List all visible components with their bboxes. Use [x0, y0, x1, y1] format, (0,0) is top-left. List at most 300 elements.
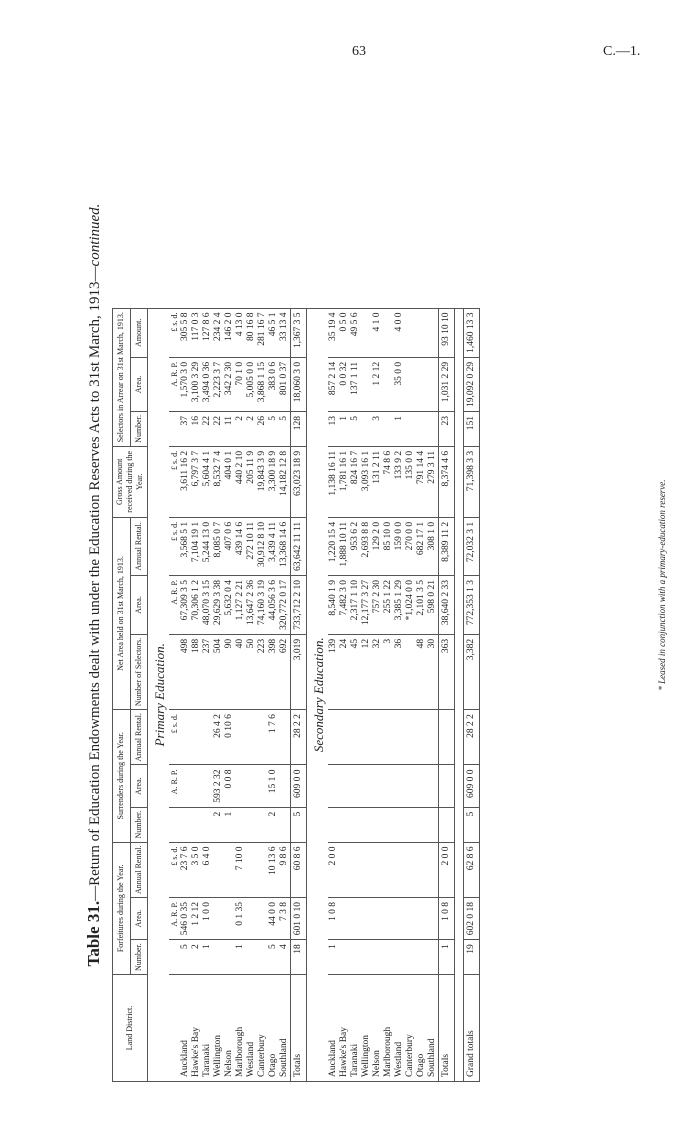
cell-arrear-amount: 4 13 0: [235, 308, 246, 357]
cell-land-district: Totals: [439, 975, 455, 1082]
cell-forfeit-number: 18: [291, 940, 307, 975]
cell-land-district: Auckland: [180, 975, 191, 1082]
cell-arrear-number: 26: [257, 412, 268, 447]
rotated-table-page: [82, 80, 682, 1090]
cell-forfeit-area: 1 0 8: [328, 897, 339, 939]
table-label: Table 31.: [84, 900, 103, 967]
cell-arrear-amount: 80 16 8: [246, 308, 257, 357]
cell-gross-amount: 279 3 11: [427, 446, 439, 517]
cell-arrear-number: 1: [394, 412, 405, 447]
cell-surrender-rental: [246, 710, 257, 765]
cell-selectors: 40: [235, 634, 246, 709]
cell-surrender-area: 609 0 0: [464, 765, 480, 807]
header-net-area: Area.: [130, 575, 148, 634]
cell-surrender-area: [202, 765, 213, 807]
cell-gross-amount: 3,300 18 9: [268, 446, 279, 517]
cell-forfeit-rental: [427, 842, 439, 897]
cell-forfeit-area: [339, 897, 350, 939]
cell-forfeit-number: [416, 940, 427, 975]
cell-arrear-area: 383 0 6: [268, 357, 279, 411]
cell-surrender-number: [439, 807, 455, 842]
cell-net-area: 29,629 3 38: [213, 575, 224, 634]
cell-net-rental: 407 0 6: [224, 517, 235, 575]
section-heading-row: [148, 308, 170, 1081]
cell-arrear-area: 1,031 2 29: [439, 357, 455, 411]
cell-arrear-number: [427, 412, 439, 447]
cell-forfeit-area: [246, 897, 257, 939]
cell-surrender-rental: [339, 710, 350, 765]
section-heading: Secondary Education.: [307, 308, 329, 1081]
unit-label: A. R. P.: [169, 575, 180, 634]
cell-net-area: 255 1 22: [383, 575, 394, 634]
cell-forfeit-rental: 23 7 6: [180, 842, 191, 897]
cell-forfeit-number: 1: [328, 940, 339, 975]
header-forfeitures: Forfeitures during the Year.: [113, 842, 131, 974]
cell-surrender-number: [372, 807, 383, 842]
cell-net-area: 772,353 1 3: [464, 575, 480, 634]
cell-arrear-amount: 49 5 6: [350, 308, 361, 357]
cell-net-area: 2,317 1 10: [350, 575, 361, 634]
table-row: [383, 308, 394, 1081]
cell-surrender-rental: [257, 710, 268, 765]
cell-land-district: Nelson: [372, 975, 383, 1082]
cell-surrender-area: [180, 765, 191, 807]
cell-arrear-number: [416, 412, 427, 447]
cell-arrear-amount: [416, 308, 427, 357]
cell-gross-amount: 1,781 16 1: [339, 446, 350, 517]
cell-gross-amount: 5,604 4 1: [202, 446, 213, 517]
spacer-row: [455, 308, 464, 1081]
cell-surrender-number: [279, 807, 291, 842]
cell-forfeit-area: 1 2 12: [191, 897, 202, 939]
cell-net-rental: 953 6 2: [350, 517, 361, 575]
cell-land-district: Canterbury: [257, 975, 268, 1082]
cell-gross-amount: 791 14 4: [416, 446, 427, 517]
cell-forfeit-rental: [350, 842, 361, 897]
cell-surrender-rental: [383, 710, 394, 765]
cell-surrender-number: [202, 807, 213, 842]
cell-arrear-number: 16: [191, 412, 202, 447]
table-row: [394, 308, 405, 1081]
unit-label: A. R. P.: [169, 897, 180, 939]
totals-row: [439, 308, 455, 1081]
cell-surrender-area: [439, 765, 455, 807]
cell-forfeit-rental: [339, 842, 350, 897]
cell-net-rental: 30,912 8 10: [257, 517, 268, 575]
cell-net-rental: 7,104 19 1: [191, 517, 202, 575]
document-reference: C.—1.: [603, 44, 641, 59]
cell-gross-amount: 74 8 6: [383, 446, 394, 517]
cell-selectors: 139: [328, 634, 339, 709]
cell-net-rental: 8,389 11 2: [439, 517, 455, 575]
cell-gross-amount: 8,374 4 6: [439, 446, 455, 517]
table-row: [246, 308, 257, 1081]
table-row: [372, 308, 383, 1081]
cell-net-area: 13,647 2 36: [246, 575, 257, 634]
cell-land-district: Marlborough: [383, 975, 394, 1082]
table-row: [268, 308, 279, 1081]
cell-forfeit-rental: [394, 842, 405, 897]
table-title-text: —Return of Education Endowments dealt with under the Education Reserves Acts to 31st March, 1913—: [87, 266, 103, 901]
table-row: [361, 308, 372, 1081]
cell-arrear-number: 1: [339, 412, 350, 447]
cell-surrender-number: [350, 807, 361, 842]
cell-selectors: 3,019: [291, 634, 307, 709]
cell-surrender-rental: [439, 710, 455, 765]
cell-arrear-amount: [405, 308, 416, 357]
cell-forfeit-rental: [416, 842, 427, 897]
table-row: [213, 308, 224, 1081]
cell-forfeit-rental: [372, 842, 383, 897]
header-gross-amount: Gross Amount received during the Year.: [113, 446, 148, 517]
grand-totals-row: [464, 308, 480, 1081]
cell-forfeit-rental: 60 8 6: [291, 842, 307, 897]
cell-surrender-number: 5: [464, 807, 480, 842]
cell-surrender-rental: 26 4 2: [213, 710, 224, 765]
cell-selectors: 188: [191, 634, 202, 709]
cell-net-area: 7,482 3 0: [339, 575, 350, 634]
cell-surrender-rental: 28 2 2: [464, 710, 480, 765]
cell-arrear-amount: 234 2 4: [213, 308, 224, 357]
cell-surrender-number: [416, 807, 427, 842]
cell-surrender-rental: [279, 710, 291, 765]
cell-surrender-rental: [416, 710, 427, 765]
cell-arrear-area: 137 1 11: [350, 357, 361, 411]
cell-land-district: Totals: [291, 975, 307, 1082]
cell-land-district: Hawke's Bay: [191, 975, 202, 1082]
cell-gross-amount: 824 16 7: [350, 446, 361, 517]
header-forfeit-number: Number.: [130, 940, 148, 975]
cell-land-district: Westland: [394, 975, 405, 1082]
cell-arrear-number: 11: [224, 412, 235, 447]
cell-arrear-amount: 1,367 3 5: [291, 308, 307, 357]
cell-arrear-area: 342 2 30: [224, 357, 235, 411]
cell-arrear-number: 37: [180, 412, 191, 447]
cell-arrear-amount: 33 13 4: [279, 308, 291, 357]
cell-selectors: 24: [339, 634, 350, 709]
cell-land-district: Wellington: [361, 975, 372, 1082]
cell-arrear-number: 128: [291, 412, 307, 447]
cell-surrender-rental: 0 10 6: [224, 710, 235, 765]
cell-surrender-area: [361, 765, 372, 807]
cell-arrear-amount: [383, 308, 394, 357]
cell-arrear-number: 22: [202, 412, 213, 447]
table-row: [328, 308, 339, 1081]
cell-net-area: 48,070 3 15: [202, 575, 213, 634]
cell-forfeit-number: 4: [279, 940, 291, 975]
cell-surrender-area: [394, 765, 405, 807]
cell-forfeit-number: [213, 940, 224, 975]
unit-label: £ s. d.: [169, 308, 180, 357]
cell-arrear-area: 0 0 32: [339, 357, 350, 411]
cell-arrear-amount: 281 16 7: [257, 308, 268, 357]
cell-gross-amount: 1,138 16 11: [328, 446, 339, 517]
cell-gross-amount: 3,611 16 2: [180, 446, 191, 517]
cell-arrear-area: 3,100 3 29: [191, 357, 202, 411]
cell-arrear-amount: 46 5 1: [268, 308, 279, 357]
cell-gross-amount: 404 0 1: [224, 446, 235, 517]
cell-arrear-number: 5: [279, 412, 291, 447]
cell-surrender-area: [427, 765, 439, 807]
cell-surrender-number: [257, 807, 268, 842]
cell-net-area: 733,712 2 10: [291, 575, 307, 634]
cell-surrender-rental: [350, 710, 361, 765]
cell-land-district: Wellington: [213, 975, 224, 1082]
cell-land-district: Westland: [246, 975, 257, 1082]
table-title-continued: continued.: [87, 203, 103, 267]
table-row: [180, 308, 191, 1081]
cell-forfeit-number: 1: [235, 940, 246, 975]
section-heading-row: [307, 308, 329, 1081]
cell-surrender-number: [383, 807, 394, 842]
cell-forfeit-number: 2: [191, 940, 202, 975]
unit-label: [169, 634, 180, 709]
cell-surrender-area: [339, 765, 350, 807]
cell-forfeit-number: [427, 940, 439, 975]
cell-selectors: 36: [394, 634, 405, 709]
cell-forfeit-number: [361, 940, 372, 975]
unit-label: £ s. d.: [169, 446, 180, 517]
header-arrear-area: Area.: [130, 357, 148, 411]
cell-forfeit-number: 1: [202, 940, 213, 975]
header-surrender-rental: Annual Rental.: [130, 710, 148, 765]
cell-net-rental: 270 0 0: [405, 517, 416, 575]
cell-arrear-area: [416, 357, 427, 411]
cell-net-area: 757 2 30: [372, 575, 383, 634]
cell-selectors: 3: [383, 634, 394, 709]
cell-net-rental: 1,220 15 4: [328, 517, 339, 575]
cell-forfeit-number: [224, 940, 235, 975]
cell-selectors: 363: [439, 634, 455, 709]
cell-forfeit-area: [361, 897, 372, 939]
cell-forfeit-area: 602 0 18: [464, 897, 480, 939]
cell-arrear-area: 857 2 14: [328, 357, 339, 411]
cell-surrender-area: [257, 765, 268, 807]
cell-forfeit-rental: [213, 842, 224, 897]
cell-land-district: Southland: [279, 975, 291, 1082]
cell-selectors: 30: [427, 634, 439, 709]
cell-forfeit-area: [350, 897, 361, 939]
cell-forfeit-number: 1: [439, 940, 455, 975]
cell-land-district: Otago: [416, 975, 427, 1082]
cell-net-rental: 308 1 0: [427, 517, 439, 575]
header-number-of-selectors: Number of Selectors.: [130, 634, 148, 709]
cell-surrender-area: [279, 765, 291, 807]
cell-land-district: Canterbury: [405, 975, 416, 1082]
cell-forfeit-area: [383, 897, 394, 939]
cell-arrear-number: 13: [328, 412, 339, 447]
cell-surrender-number: 1: [224, 807, 235, 842]
cell-arrear-number: 151: [464, 412, 480, 447]
cell-forfeit-number: 19: [464, 940, 480, 975]
cell-surrender-rental: [328, 710, 339, 765]
cell-forfeit-area: [394, 897, 405, 939]
cell-arrear-area: [361, 357, 372, 411]
cell-surrender-rental: 1 7 6: [268, 710, 279, 765]
cell-surrender-number: [180, 807, 191, 842]
cell-selectors: 32: [372, 634, 383, 709]
cell-net-rental: 5,244 13 0: [202, 517, 213, 575]
cell-forfeit-area: 7 3 8: [279, 897, 291, 939]
cell-gross-amount: 6,797 3 7: [191, 446, 202, 517]
unit-label: [169, 975, 180, 1082]
cell-arrear-amount: [361, 308, 372, 357]
cell-land-district: Otago: [268, 975, 279, 1082]
table-title: [82, 80, 106, 1090]
cell-net-rental: 159 0 0: [394, 517, 405, 575]
cell-net-rental: 72,032 3 1: [464, 517, 480, 575]
header-net-rental: Annual Rental.: [130, 517, 148, 575]
cell-forfeit-number: [246, 940, 257, 975]
cell-forfeit-rental: [257, 842, 268, 897]
cell-gross-amount: 440 2 10: [235, 446, 246, 517]
unit-label: A. R. P.: [169, 765, 180, 807]
table-body: [148, 308, 480, 1081]
cell-arrear-number: [383, 412, 394, 447]
cell-forfeit-rental: [246, 842, 257, 897]
cell-forfeit-area: 0 1 35: [235, 897, 246, 939]
spacer: [455, 308, 464, 1081]
cell-surrender-area: [372, 765, 383, 807]
cell-net-rental: 85 10 0: [383, 517, 394, 575]
cell-surrender-number: 2: [268, 807, 279, 842]
cell-forfeit-rental: [361, 842, 372, 897]
cell-selectors: 692: [279, 634, 291, 709]
cell-forfeit-rental: [405, 842, 416, 897]
header-surrender-area: Area.: [130, 765, 148, 807]
cell-net-rental: 2,693 8 8: [361, 517, 372, 575]
unit-label: £ s. d.: [169, 710, 180, 765]
cell-selectors: 45: [350, 634, 361, 709]
cell-land-district: Auckland: [328, 975, 339, 1082]
cell-net-area: 1,127 2 21: [235, 575, 246, 634]
cell-arrear-amount: 146 2 0: [224, 308, 235, 357]
cell-forfeit-number: [257, 940, 268, 975]
cell-land-district: Taranaki: [350, 975, 361, 1082]
cell-net-rental: 63,642 11 11: [291, 517, 307, 575]
cell-surrender-number: [361, 807, 372, 842]
cell-forfeit-area: [427, 897, 439, 939]
table-row: [350, 308, 361, 1081]
cell-net-area: 67,309 3 5: [180, 575, 191, 634]
cell-arrear-area: 70 1 0: [235, 357, 246, 411]
table-row: [339, 308, 350, 1081]
header-arrear-number: Number.: [130, 412, 148, 447]
cell-arrear-number: 22: [213, 412, 224, 447]
cell-net-area: 320,772 0 17: [279, 575, 291, 634]
cell-surrender-rental: [427, 710, 439, 765]
cell-selectors: 504: [213, 634, 224, 709]
cell-selectors: 223: [257, 634, 268, 709]
cell-arrear-area: 35 0 0: [394, 357, 405, 411]
cell-forfeit-rental: [224, 842, 235, 897]
cell-arrear-amount: 1,460 13 3: [464, 308, 480, 357]
cell-net-rental: 8,085 0 7: [213, 517, 224, 575]
cell-net-area: 44,056 3 6: [268, 575, 279, 634]
cell-arrear-amount: 93 10 10: [439, 308, 455, 357]
cell-gross-amount: 131 2 11: [372, 446, 383, 517]
cell-surrender-area: [328, 765, 339, 807]
unit-label: [169, 412, 180, 447]
cell-net-area: 598 0 21: [427, 575, 439, 634]
table-row: [416, 308, 427, 1081]
cell-surrender-area: [246, 765, 257, 807]
cell-surrender-number: 2: [213, 807, 224, 842]
cell-surrender-number: [339, 807, 350, 842]
cell-arrear-area: [427, 357, 439, 411]
unit-label: A. R. P.: [169, 357, 180, 411]
cell-forfeit-rental: 9 8 6: [279, 842, 291, 897]
cell-arrear-area: [405, 357, 416, 411]
cell-surrender-area: 15 1 0: [268, 765, 279, 807]
header-land-district: Land District.: [113, 975, 148, 1082]
cell-surrender-number: [394, 807, 405, 842]
cell-arrear-amount: 127 8 6: [202, 308, 213, 357]
footnote: * Leased in conjunction with a primary-education reserve.: [657, 479, 667, 691]
cell-arrear-amount: 4 0 0: [394, 308, 405, 357]
header-forfeit-area: Area.: [130, 897, 148, 939]
header-net-area: Net Area held on 31st March, 1913.: [113, 517, 131, 709]
cell-gross-amount: 19,843 3 9: [257, 446, 268, 517]
cell-net-area: *1,024 0 0: [405, 575, 416, 634]
cell-forfeit-area: 601 0 10: [291, 897, 307, 939]
cell-arrear-number: 23: [439, 412, 455, 447]
cell-selectors: 50: [246, 634, 257, 709]
cell-surrender-number: [405, 807, 416, 842]
cell-land-district: Marlborough: [235, 975, 246, 1082]
cell-arrear-area: 19,092 0 29: [464, 357, 480, 411]
cell-surrender-rental: [394, 710, 405, 765]
cell-net-rental: 272 10 11: [246, 517, 257, 575]
unit-label: [169, 807, 180, 842]
cell-forfeit-area: [224, 897, 235, 939]
cell-forfeit-number: [405, 940, 416, 975]
totals-row: [291, 308, 307, 1081]
cell-arrear-number: 5: [350, 412, 361, 447]
cell-net-rental: 3,439 4 11: [268, 517, 279, 575]
cell-net-rental: 3,568 5 1: [180, 517, 191, 575]
cell-land-district: Hawke's Bay: [339, 975, 350, 1082]
cell-gross-amount: 14,182 12 8: [279, 446, 291, 517]
cell-net-area: 38,640 2 33: [439, 575, 455, 634]
cell-surrender-area: 609 0 0: [291, 765, 307, 807]
header-forfeit-rental: Annual Rental.: [130, 842, 148, 897]
cell-arrear-number: [405, 412, 416, 447]
table-row: [279, 308, 291, 1081]
cell-forfeit-area: [372, 897, 383, 939]
cell-forfeit-number: [339, 940, 350, 975]
cell-forfeit-rental: 2 0 0: [439, 842, 455, 897]
cell-gross-amount: 71,398 3 3: [464, 446, 480, 517]
cell-arrear-area: 5,005 0 0: [246, 357, 257, 411]
cell-gross-amount: 133 9 2: [394, 446, 405, 517]
cell-net-rental: 129 2 0: [372, 517, 383, 575]
cell-arrear-area: 801 0 37: [279, 357, 291, 411]
cell-surrender-number: [427, 807, 439, 842]
cell-surrender-area: [416, 765, 427, 807]
cell-forfeit-rental: 6 4 0: [202, 842, 213, 897]
cell-forfeit-number: [394, 940, 405, 975]
cell-land-district: Southland: [427, 975, 439, 1082]
cell-land-district: Grand totals: [464, 975, 480, 1082]
cell-forfeit-area: [416, 897, 427, 939]
cell-net-area: 74,160 3 19: [257, 575, 268, 634]
cell-selectors: 48: [416, 634, 427, 709]
cell-forfeit-rental: 2 0 0: [328, 842, 339, 897]
unit-label: £ s. d.: [169, 517, 180, 575]
cell-forfeit-rental: 7 10 0: [235, 842, 246, 897]
table-row: [235, 308, 246, 1081]
